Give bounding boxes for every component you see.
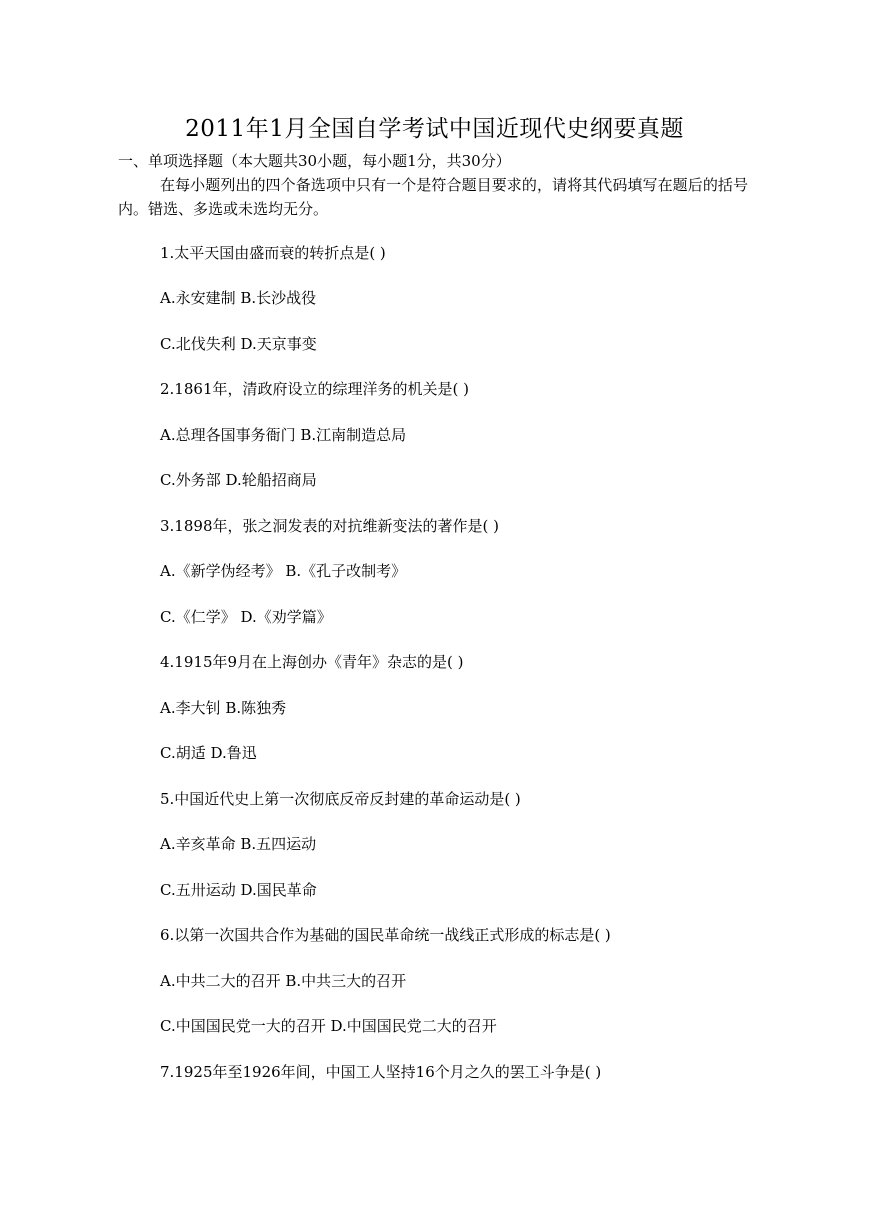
question-1-options-cd: C.北伐失利 D.天京事变	[160, 335, 317, 353]
question-5-options-ab: A.辛亥革命 B.五四运动	[160, 835, 317, 853]
question-1: 1.太平天国由盛而衰的转折点是( )	[160, 244, 386, 262]
question-6-options-ab: A.中共二大的召开 B.中共三大的召开	[160, 972, 407, 990]
question-3-options-ab: A.《新学伪经考》 B.《孔子改制考》	[160, 562, 407, 580]
question-3: 3.1898年，张之洞发表的对抗维新变法的著作是( )	[160, 517, 499, 535]
question-4-options-ab: A.李大钊 B.陈独秀	[160, 699, 287, 717]
question-2: 2.1861年，清政府设立的综理洋务的机关是( )	[160, 380, 469, 398]
question-1-options-ab: A.永安建制 B.长沙战役	[160, 289, 317, 307]
question-4-options-cd: C.胡适 D.鲁迅	[160, 744, 257, 762]
question-2-options-ab: A.总理各国事务衙门 B.江南制造总局	[160, 426, 407, 444]
question-2-options-cd: C.外务部 D.轮船招商局	[160, 471, 317, 489]
question-5-options-cd: C.五卅运动 D.国民革命	[160, 881, 317, 899]
document-title: 2011年1月全国自学考试中国近现代史纲要真题	[185, 116, 684, 142]
question-4: 4.1915年9月在上海创办《青年》杂志的是( )	[160, 653, 464, 671]
question-5: 5.中国近代史上第一次彻底反帝反封建的革命运动是( )	[160, 790, 521, 808]
question-7: 7.1925年至1926年间，中国工人坚持16个月之久的罢工斗争是( )	[160, 1063, 602, 1081]
question-3-options-cd: C.《仁学》 D.《劝学篇》	[160, 608, 332, 626]
instructions-paragraph: 在每小题列出的四个备选项中只有一个是符合题目要求的，请将其代码填写在题后的括号内。错选、多选或未选均无分。	[118, 176, 748, 218]
question-6-options-cd: C.中国国民党一大的召开 D.中国国民党二大的召开	[160, 1017, 497, 1035]
question-6: 6.以第一次国共合作为基础的国民革命统一战线正式形成的标志是( )	[160, 926, 611, 944]
section-heading: 一、单项选择题（本大题共30小题，每小题1分，共30分）	[118, 152, 511, 170]
